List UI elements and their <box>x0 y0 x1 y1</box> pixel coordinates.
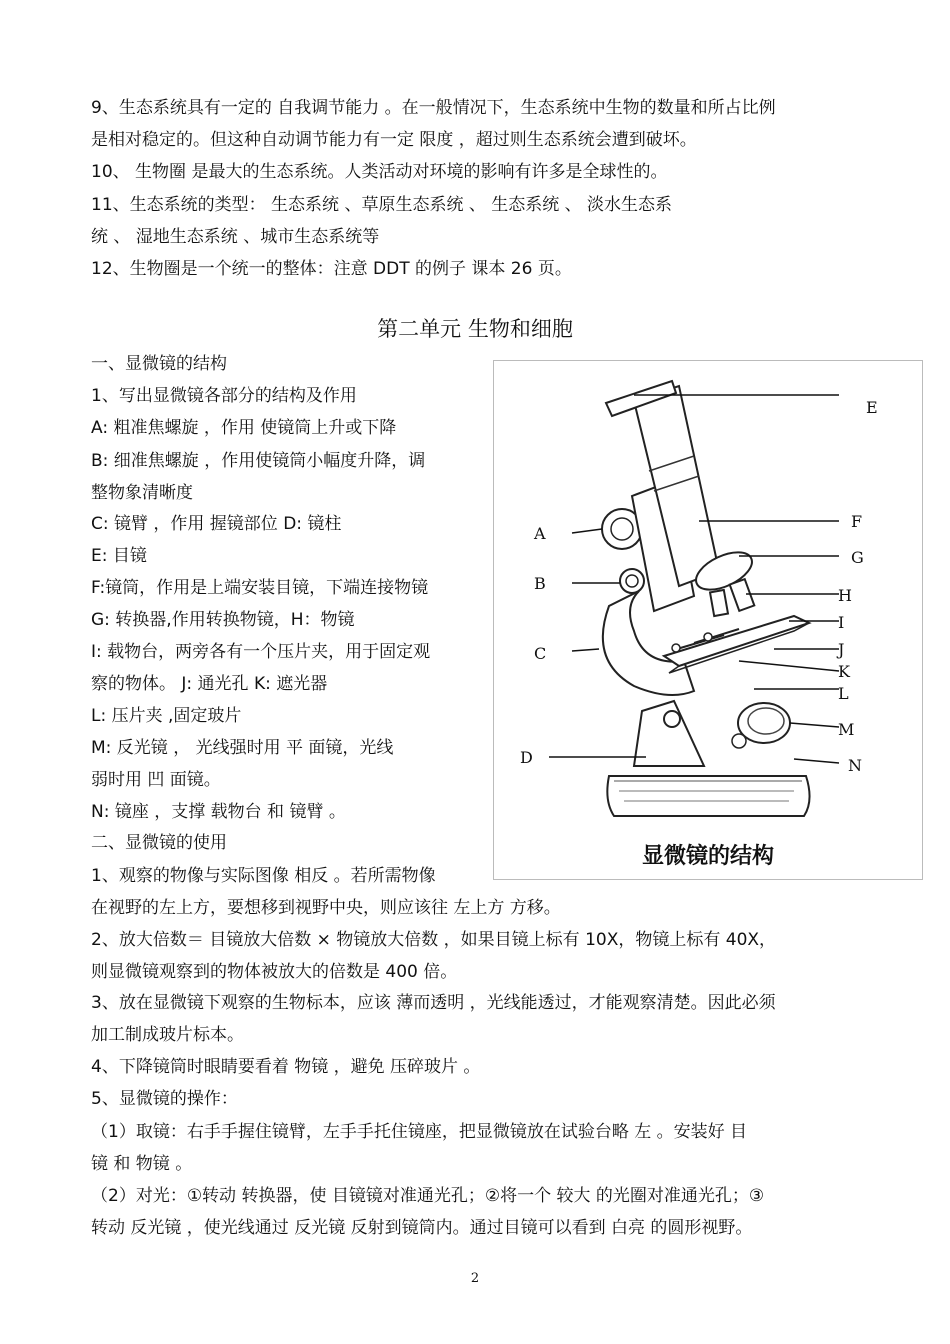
label-g: G <box>851 548 864 567</box>
text-line: 转动 反光镜 ，使光线通过 反光镜 反射到镜筒内。通过目镜可以看到 白亮 的圆形视野。 <box>91 1218 753 1238</box>
label-c: C <box>534 644 547 663</box>
text-line: G: 转换器,作用转换物镜，H：物镜 <box>91 610 355 630</box>
text-line: 加工制成玻片标本。 <box>91 1025 244 1045</box>
text-line: 一、显微镜的结构 <box>91 354 227 374</box>
label-m: M <box>838 720 855 739</box>
text-line: N: 镜座 ，支撑 载物台 和 镜臂 。 <box>91 802 346 822</box>
text-line: 11、生态系统的类型： 生态系统 、草原生态系统 、 生态系统 、 淡水生态系 <box>91 195 673 215</box>
label-j: J <box>838 640 845 659</box>
text-line: （2）对光：①转动 转换器，使 目镜镜对准通光孔；②将一个 较大 的光圈对准通光孔；③ <box>91 1186 765 1206</box>
label-b: B <box>534 574 546 593</box>
text-line: 整物象清晰度 <box>91 483 193 503</box>
label-l: L <box>838 684 849 703</box>
label-i: I <box>838 613 845 632</box>
text-line: B: 细准焦螺旋 ，作用使镜筒小幅度升降，调 <box>91 451 426 471</box>
figure-caption: 显微镜的结构 <box>641 844 774 869</box>
text-line: 2、放大倍数＝ 目镜放大倍数 × 物镜放大倍数 ，如果目镜上标有 10X，物镜上标有 40X， <box>91 930 777 950</box>
label-d: D <box>520 748 533 767</box>
text-line: 12、生物圈是一个统一的整体：注意 DDT 的例子 课本 26 页。 <box>91 259 572 279</box>
text-line: 1、写出显微镜各部分的结构及作用 <box>91 386 357 406</box>
text-line: I: 载物台，两旁各有一个压片夹，用于固定观 <box>91 642 431 662</box>
label-a: A <box>534 524 546 543</box>
text-line: 弱时用 凹 面镜。 <box>91 770 221 790</box>
text-line: 统 、 湿地生态系统 、城市生态系统等 <box>91 227 380 247</box>
text-line: 3、放在显微镜下观察的生物标本，应该 薄而透明 ，光线能透过，才能观察清楚。因此必须 <box>91 993 776 1013</box>
text-line: 则显微镜观察到的物体被放大的倍数是 400 倍。 <box>91 962 458 982</box>
unit-title: 第二单元 生物和细胞 <box>377 317 573 341</box>
microscope-drawing <box>494 361 922 879</box>
label-n: N <box>848 756 862 775</box>
text-line: 察的物体。 J: 通光孔 K: 遮光器 <box>91 674 328 694</box>
text-line: E: 目镜 <box>91 546 147 566</box>
label-k: K <box>838 662 850 681</box>
text-line: 5、显微镜的操作： <box>91 1089 238 1109</box>
text-line: 4、下降镜筒时眼睛要看着 物镜 ，避免 压碎玻片 。 <box>91 1057 481 1077</box>
text-line: （1）取镜：右手手握住镜臂，左手手托住镜座，把显微镜放在试验台略 左 。安装好 目 <box>91 1122 748 1142</box>
text-line: 二、显微镜的使用 <box>91 833 227 853</box>
text-line: 是相对稳定的。但这种自动调节能力有一定 限度 ，超过则生态系统会遭到破坏。 <box>91 130 697 150</box>
label-e: E <box>866 398 878 417</box>
text-line: M: 反光镜 ， 光线强时用 平 面镜，光线 <box>91 738 394 758</box>
text-line: F:镜筒，作用是上端安装目镜，下端连接物镜 <box>91 578 429 598</box>
label-h: H <box>838 586 852 605</box>
text-line: C: 镜臂 ，作用 握镜部位 D: 镜柱 <box>91 514 342 534</box>
text-line: A: 粗准焦螺旋 ，作用 使镜筒上升或下降 <box>91 418 397 438</box>
page-number: 2 <box>470 1271 480 1286</box>
microscope-figure <box>493 360 923 880</box>
text-line: 10、 生物圈 是最大的生态系统。人类活动对环境的影响有许多是全球性的。 <box>91 162 668 182</box>
text-line: 镜 和 物镜 。 <box>91 1154 193 1174</box>
text-line: 在视野的左上方，要想移到视野中央，则应该往 左上方 方移。 <box>91 898 561 918</box>
text-line: 1、观察的物像与实际图像 相反 。若所需物像 <box>91 866 436 886</box>
text-line: L: 压片夹 ,固定玻片 <box>91 706 242 726</box>
text-line: 9、生态系统具有一定的 自我调节能力 。在一般情况下，生态系统中生物的数量和所占比例 <box>91 98 776 118</box>
label-f: F <box>851 512 863 531</box>
